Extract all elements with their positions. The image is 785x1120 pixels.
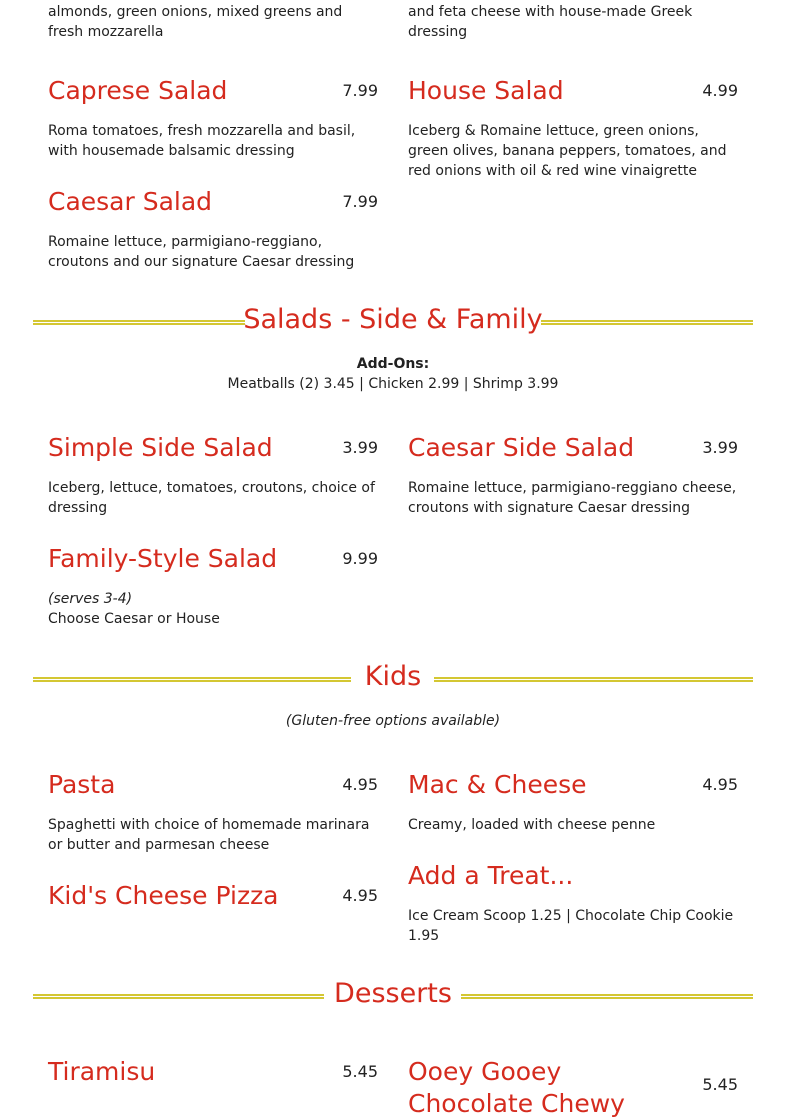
- item-price: 9.99: [342, 549, 378, 568]
- item-price: 4.95: [342, 886, 378, 905]
- salad-desc-fragment-left: almonds, green onions, mixed greens and fresh mozzarella: [48, 4, 343, 40]
- addons-label: Add-Ons:: [356, 356, 430, 372]
- item-price: 5.45: [342, 1062, 378, 1081]
- section-header-kids: [33, 659, 753, 699]
- item-price: 3.99: [702, 438, 738, 457]
- item-name: Add a Treat...: [408, 861, 574, 890]
- section-title: Salads - Side & Family: [243, 304, 543, 335]
- item-name: House Salad: [408, 76, 564, 105]
- item-name: Tiramisu: [48, 1057, 156, 1086]
- section-title: Desserts: [334, 978, 452, 1009]
- item-name: Pasta: [48, 770, 116, 799]
- item-name: Caesar Side Salad: [408, 433, 635, 462]
- item-price: 4.95: [702, 775, 738, 794]
- section-header-side-family: [33, 302, 753, 342]
- item-name: Ooey Gooey Chocolate Chewy: [408, 1057, 625, 1118]
- item-description: Romaine lettuce, parmigiano-reggiano, croutons and our signature Caesar dressing: [48, 234, 355, 270]
- item-description: Spaghetti with choice of homemade marinara or butter and parmesan cheese: [48, 817, 370, 853]
- item-name: Mac & Cheese: [408, 770, 587, 799]
- gluten-free-note: (Gluten-free options available): [285, 713, 501, 729]
- item-price: 7.99: [342, 81, 378, 100]
- item-name: Caprese Salad: [48, 76, 228, 105]
- item-price: 4.95: [342, 775, 378, 794]
- item-description: Iceberg, lettuce, tomatoes, croutons, choice of dressing: [48, 480, 375, 516]
- item-description: Creamy, loaded with cheese penne: [408, 817, 656, 833]
- item-description: Romaine lettuce, parmigiano-reggiano cheese, croutons with signature Caesar dressing: [408, 480, 737, 516]
- item-serves-note: (serves 3-4): [48, 591, 133, 607]
- item-price: 3.99: [342, 438, 378, 457]
- item-description: Roma tomatoes, fresh mozzarella and basil, with housemade balsamic dressing: [48, 123, 356, 159]
- menu-item-ooey-gooey-chocolate-chewy: [408, 1056, 738, 1118]
- item-name: Family-Style Salad: [48, 544, 278, 573]
- item-description: Choose Caesar or House: [48, 611, 220, 627]
- item-price: 4.99: [702, 81, 738, 100]
- item-price: 7.99: [342, 192, 378, 211]
- item-price: 5.45: [702, 1075, 738, 1094]
- item-name: Caesar Salad: [48, 187, 213, 216]
- section-header-desserts: [33, 976, 753, 1016]
- section-title: Kids: [364, 661, 422, 692]
- item-description: Ice Cream Scoop 1.25 | Chocolate Chip Cookie 1.95: [408, 908, 734, 944]
- item-description: Iceberg & Romaine lettuce, green onions, green olives, banana peppers, tomatoes, and red onions with oil & red wine vinaigrette: [408, 123, 727, 179]
- item-name: Kid's Cheese Pizza: [48, 881, 279, 910]
- item-name: Simple Side Salad: [48, 433, 273, 462]
- salad-desc-fragment-right: and feta cheese with house-made Greek dressing: [408, 4, 693, 40]
- addons-text: Meatballs (2) 3.45 | Chicken 2.99 | Shrimp 3.99: [227, 376, 559, 392]
